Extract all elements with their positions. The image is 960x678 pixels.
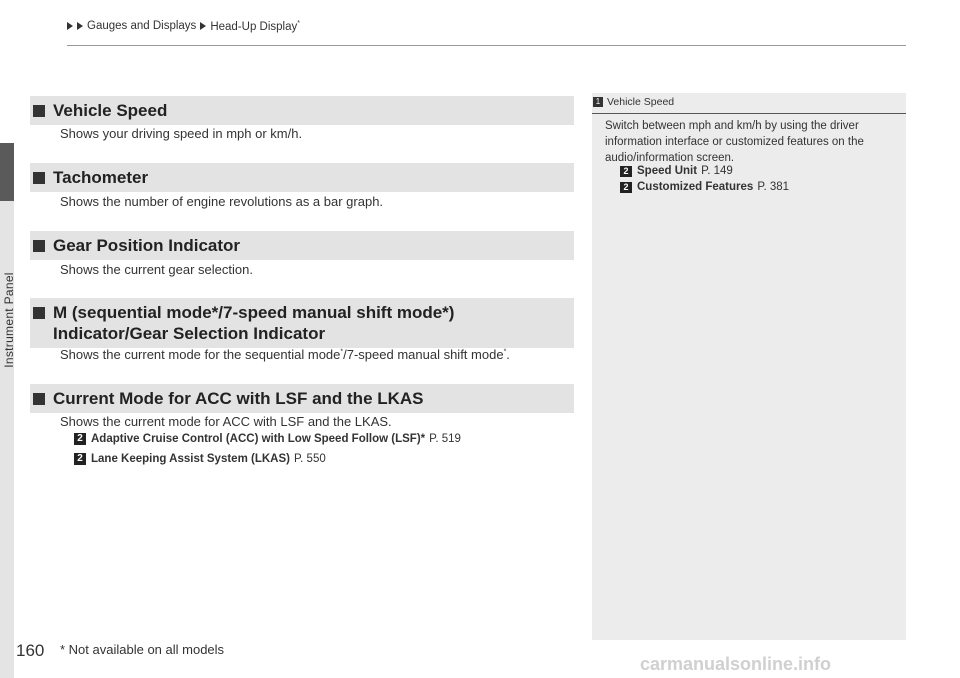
reference-arrow-icon: 2 — [74, 433, 86, 445]
note-text: Switch between mph and km/h by using the driver information interface or customized features on the audio/information screen. — [605, 120, 864, 164]
section-text-gear-position: Shows the current gear selection. — [60, 262, 253, 277]
section-heading-current-mode: Current Mode for ACC with LSF and the LKAS — [30, 384, 574, 413]
breadcrumb — [67, 20, 300, 33]
reference-link-lkas[interactable]: 2 Lane Keeping Assist System (LKAS) P. 550 — [74, 453, 326, 465]
reference-arrow-icon: 2 — [620, 182, 632, 193]
square-bullet-icon — [33, 307, 45, 319]
header-divider — [67, 45, 906, 46]
footnote: * Not available on all models — [60, 642, 225, 657]
breadcrumb-arrow-icon — [67, 22, 73, 30]
section-heading-gear-position: Gear Position Indicator — [30, 231, 574, 260]
section-text-vehicle-speed: Shows your driving speed in mph or km/h. — [60, 126, 303, 141]
watermark: carmanualsonline.info — [640, 654, 832, 674]
square-bullet-icon — [33, 172, 45, 184]
chapter-tab-marker — [0, 143, 14, 201]
breadcrumb-arrow-icon — [200, 22, 206, 30]
reference-arrow-icon: 2 — [620, 166, 632, 177]
section-heading-vehicle-speed: Vehicle Speed — [30, 96, 574, 125]
section-text-current-mode: Shows the current mode for ACC with LSF and the LKAS. — [60, 414, 392, 429]
reference-arrow-icon: 2 — [74, 453, 86, 465]
square-bullet-icon — [33, 105, 45, 117]
page-number: 160 — [16, 641, 45, 660]
square-bullet-icon — [33, 240, 45, 252]
section-heading-tachometer: Tachometer — [30, 163, 574, 192]
breadcrumb-item-gauges[interactable]: Gauges and Displays — [87, 20, 197, 33]
note-icon: 1 — [593, 97, 603, 107]
note-link-customized-features[interactable]: 2 Customized Features P. 381 — [620, 181, 789, 193]
note-link-speed-unit[interactable]: 2 Speed Unit P. 149 — [620, 165, 733, 177]
breadcrumb-arrow-icon — [77, 22, 83, 30]
breadcrumb-item-hud[interactable]: Head-Up Display* — [210, 20, 300, 33]
section-text-tachometer: Shows the number of engine revolutions as a bar graph. — [60, 194, 384, 209]
reference-link-acc[interactable]: 2 Adaptive Cruise Control (ACC) with Low Speed Follow (LSF) * P. 519 — [74, 433, 461, 445]
section-heading-m-indicator: M (sequential mode*/7-speed manual shift mode*) Indicator/Gear Selection Indicator — [30, 298, 574, 348]
note-heading: 1 Vehicle Speed — [592, 96, 906, 108]
note-divider — [592, 113, 906, 114]
section-text-m-indicator: Shows the current mode for the sequential mode*/7-speed manual shift mode*. — [60, 347, 510, 362]
square-bullet-icon — [33, 393, 45, 405]
